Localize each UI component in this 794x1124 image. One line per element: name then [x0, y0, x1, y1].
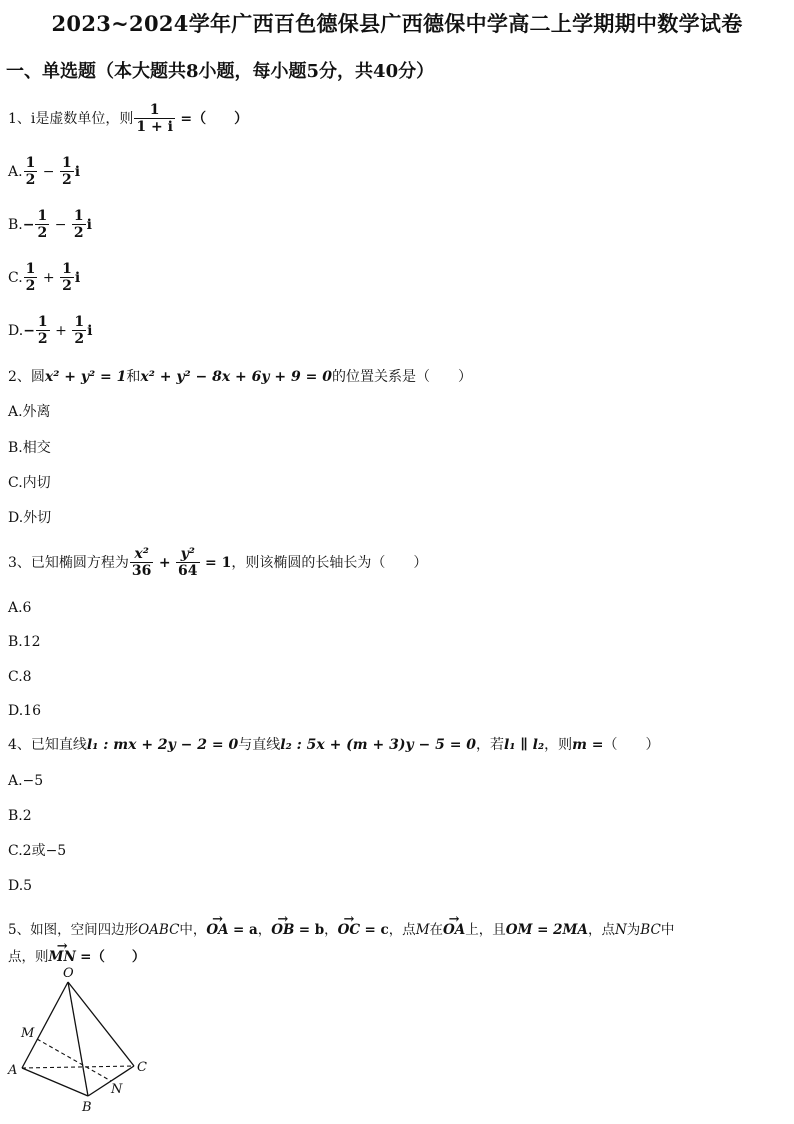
- question-1-option-b[interactable]: B.− $\frac{1}{2}$ − $\frac{1}{2}$ i: [8, 208, 92, 242]
- label-O: O: [63, 966, 74, 981]
- question-2-stem: 2、圆x² + y² = 1和x² + y² − 8x + 6y + 9 = 0的位置关系是（ ）: [8, 369, 472, 385]
- question-2-option-a[interactable]: A.外离: [8, 404, 51, 420]
- question-3-option-c[interactable]: C.8: [8, 669, 32, 685]
- label-N: N: [111, 1082, 123, 1097]
- question-5-stem-line-2: 点，则→ MN =（ ）: [8, 945, 145, 965]
- question-3-stem: 3、已知椭圆方程为 $\frac{\text{x²}}{36}$ + $\frac{\text{y²}}{64}$ = 1，则该椭圆的长轴长为（ ）: [8, 546, 428, 580]
- label-B: B: [82, 1100, 92, 1115]
- edge-OC: [68, 982, 134, 1066]
- section-heading: 一、单选题（本大题共8小题，每小题5分，共40分）: [6, 61, 435, 82]
- edge-AB: [22, 1068, 88, 1096]
- edge-OA: [22, 982, 68, 1068]
- question-1-option-a[interactable]: A. $\frac{1}{2}$ − $\frac{1}{2}$ i: [8, 155, 81, 189]
- question-2-option-c[interactable]: C.内切: [8, 475, 51, 491]
- question-4-option-d[interactable]: D.5: [8, 878, 33, 894]
- label-A: A: [8, 1063, 18, 1078]
- question-4-option-c[interactable]: C.2或−5: [8, 843, 67, 859]
- question-3-option-a[interactable]: A.6: [8, 600, 32, 616]
- page-title: 2023~2024学年广西百色德保县广西德保中学高二上学期期中数学试卷: [51, 11, 743, 36]
- tetrahedron-figure: [0, 962, 170, 1124]
- question-1-stem: 1、i是虚数单位，则 $\frac{1}{1 + i}$ =（ ）: [8, 102, 249, 136]
- question-4-option-b[interactable]: B.2: [8, 808, 32, 824]
- question-2-option-b[interactable]: B.相交: [8, 440, 51, 456]
- question-4-stem: 4、已知直线l₁ : mx + 2y − 2 = 0与直线l₂ : 5x + (m + 3)y − 5 = 0，若l₁ ∥ l₂，则m =（ ）: [8, 737, 660, 753]
- segment-MN-dashed: [37, 1039, 111, 1081]
- question-4-option-a[interactable]: A.−5: [8, 773, 44, 789]
- edge-OB: [68, 982, 88, 1096]
- question-5-stem: 5、如图，空间四边形OABC中，→ OA = a，→ OB = b，→ OC = c，点M在→ OA上，且OM = 2MA，点N为BC中: [8, 918, 674, 938]
- label-C: C: [137, 1060, 147, 1075]
- question-1-option-c[interactable]: C. $\frac{1}{2}$ + $\frac{1}{2}$ i: [8, 261, 81, 295]
- question-2-option-d[interactable]: D.外切: [8, 510, 52, 526]
- question-3-option-d[interactable]: D.16: [8, 703, 41, 719]
- question-1-option-d[interactable]: D.− $\frac{1}{2}$ + $\frac{1}{2}$ i: [8, 314, 93, 348]
- question-3-option-b[interactable]: B.12: [8, 634, 41, 650]
- label-M: M: [21, 1026, 35, 1041]
- edge-AC-dashed: [22, 1066, 134, 1068]
- fraction: $\frac{1}{1 + i}$: [136, 102, 173, 136]
